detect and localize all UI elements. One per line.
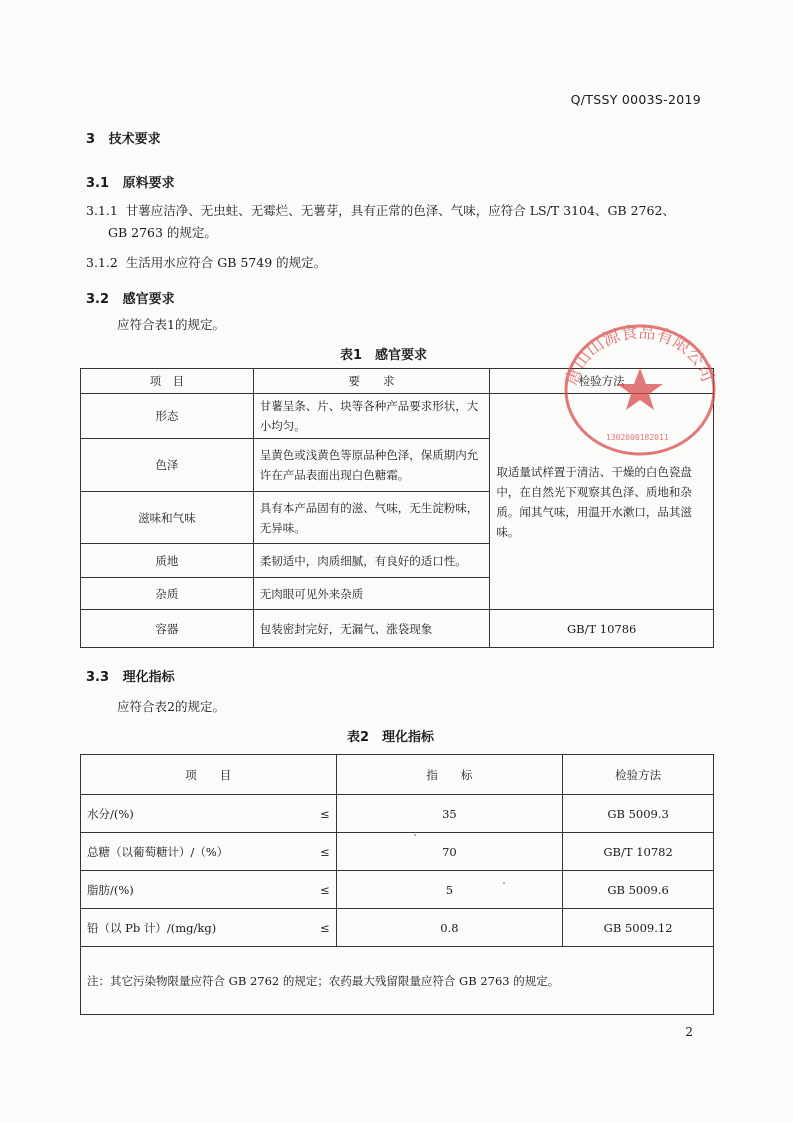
section-title: 原料要求 bbox=[122, 176, 175, 191]
section-3-heading bbox=[86, 128, 161, 147]
table-header-row bbox=[81, 755, 714, 795]
table-cell-item: 杂质 bbox=[81, 578, 254, 610]
table-cell-item: 色泽 bbox=[81, 439, 254, 492]
item-label: 脂肪/(%) bbox=[87, 882, 134, 897]
table-cell-item bbox=[81, 909, 337, 947]
table-row bbox=[81, 871, 714, 909]
table-cell-requirement: 无肉眼可见外来杂质 bbox=[253, 578, 490, 610]
table-cell-requirement: 包装密封完好，无漏气、涨袋现象 bbox=[253, 610, 490, 648]
table-cell-requirement: 呈黄色或浅黄色等原品种色泽，保质期内允许在产品表面出现白色糖霜。 bbox=[253, 439, 490, 492]
table-cell-requirement: 柔韧适中，肉质细腻，有良好的适口性。 bbox=[253, 544, 490, 578]
table-cell-item bbox=[81, 833, 337, 871]
table-cell-method: GB 5009.6 bbox=[563, 871, 714, 909]
table2-caption: 表2 理化指标 bbox=[347, 730, 435, 745]
table-cell-method: GB 5009.3 bbox=[563, 795, 714, 833]
table-header-cell: 项 目 bbox=[81, 369, 254, 394]
section-title: 理化指标 bbox=[122, 670, 175, 685]
section-number: 3.3 bbox=[86, 670, 110, 685]
section-3-3-heading bbox=[86, 666, 175, 685]
table-cell-item: 容器 bbox=[81, 610, 254, 648]
clause-3-1-2 bbox=[86, 252, 326, 274]
clause-number: 3.1.1 bbox=[86, 203, 118, 218]
table-note-row bbox=[81, 947, 714, 1015]
seal-code: 1302000182011 bbox=[606, 433, 669, 442]
clause-text-line2: GB 2763 的规定。 bbox=[108, 225, 217, 240]
item-label: 水分/(%) bbox=[87, 806, 134, 821]
table-cell-value: 5 bbox=[336, 871, 563, 909]
section-title: 技术要求 bbox=[108, 132, 161, 147]
clause-number: 3.1.2 bbox=[86, 255, 118, 270]
table-header-cell: 项 目 bbox=[81, 755, 337, 795]
table-cell-item: 形态 bbox=[81, 394, 254, 439]
section-3-2-heading bbox=[86, 288, 175, 307]
table-cell-method: GB/T 10782 bbox=[563, 833, 714, 871]
table-note: 注：其它污染物限量应符合 GB 2762 的规定；农药最大残留限量应符合 GB 2763 的规定。 bbox=[81, 947, 714, 1015]
table-header-cell: 检验方法 bbox=[563, 755, 714, 795]
table-row bbox=[81, 909, 714, 947]
seal-star-icon bbox=[617, 368, 663, 410]
table-cell-item bbox=[81, 795, 337, 833]
clause-text: 生活用水应符合 GB 5749 的规定。 bbox=[125, 255, 327, 270]
table-cell-item: 质地 bbox=[81, 544, 254, 578]
clause-3-1-1 bbox=[86, 200, 726, 244]
section-3-1-heading bbox=[86, 172, 175, 191]
table-cell-shared-method: 取适量试样置于清洁、干燥的白色瓷盘中，在自然光下观察其色泽、质地和杂质。闻其气味，用温开水漱口，品其滋味。 bbox=[490, 394, 714, 610]
item-label: 铅（以 Pb 计）/(mg/kg) bbox=[87, 920, 217, 935]
section-3-3-body: 应符合表2的规定。 bbox=[117, 699, 225, 714]
table-cell-requirement: 甘薯呈条、片、块等各种产品要求形状，大小均匀。 bbox=[253, 394, 490, 439]
page-number: 2 bbox=[685, 1025, 693, 1039]
table-header-cell: 指 标 bbox=[336, 755, 563, 795]
table-cell-method: GB/T 10786 bbox=[490, 610, 714, 648]
table-cell-item bbox=[81, 871, 337, 909]
clause-text-line1: 甘薯应洁净、无虫蛀、无霉烂、无薯芽，具有正常的色泽、气味，应符合 LS/T 3104、GB 2762、 bbox=[125, 203, 675, 218]
operator: ≤ bbox=[319, 844, 330, 859]
seal-text: 唐山山源食品有限公司 bbox=[561, 322, 718, 388]
table-cell-item: 滋味和气味 bbox=[81, 492, 254, 544]
section-number: 3 bbox=[86, 132, 96, 147]
table-header-cell: 检验方法 bbox=[490, 369, 714, 394]
table1-caption: 表1 感官要求 bbox=[340, 348, 428, 363]
table-cell-method: GB 5009.12 bbox=[563, 909, 714, 947]
item-label: 总糖（以葡萄糖计）/（%） bbox=[87, 844, 229, 859]
section-3-2-body: 应符合表1的规定。 bbox=[117, 317, 225, 332]
section-title: 感官要求 bbox=[122, 292, 175, 307]
operator: ≤ bbox=[319, 806, 330, 821]
table-cell-value: 70 bbox=[336, 833, 563, 871]
table-header-cell: 要 求 bbox=[253, 369, 490, 394]
table-row bbox=[81, 610, 714, 648]
operator: ≤ bbox=[319, 920, 330, 935]
table-cell-requirement: 具有本产品固有的滋、气味，无生淀粉味，无异味。 bbox=[253, 492, 490, 544]
scan-speck bbox=[503, 882, 505, 884]
table-cell-value: 35 bbox=[336, 795, 563, 833]
section-number: 3.2 bbox=[86, 292, 110, 307]
table-row bbox=[81, 795, 714, 833]
scan-speck bbox=[414, 834, 416, 836]
operator: ≤ bbox=[319, 882, 330, 897]
company-seal bbox=[560, 320, 720, 460]
table2-physicochemical bbox=[80, 754, 714, 1015]
table-cell-value: 0.8 bbox=[336, 909, 563, 947]
section-number: 3.1 bbox=[86, 176, 110, 191]
document-number: Q/TSSY 0003S-2019 bbox=[570, 92, 701, 107]
table-row bbox=[81, 833, 714, 871]
